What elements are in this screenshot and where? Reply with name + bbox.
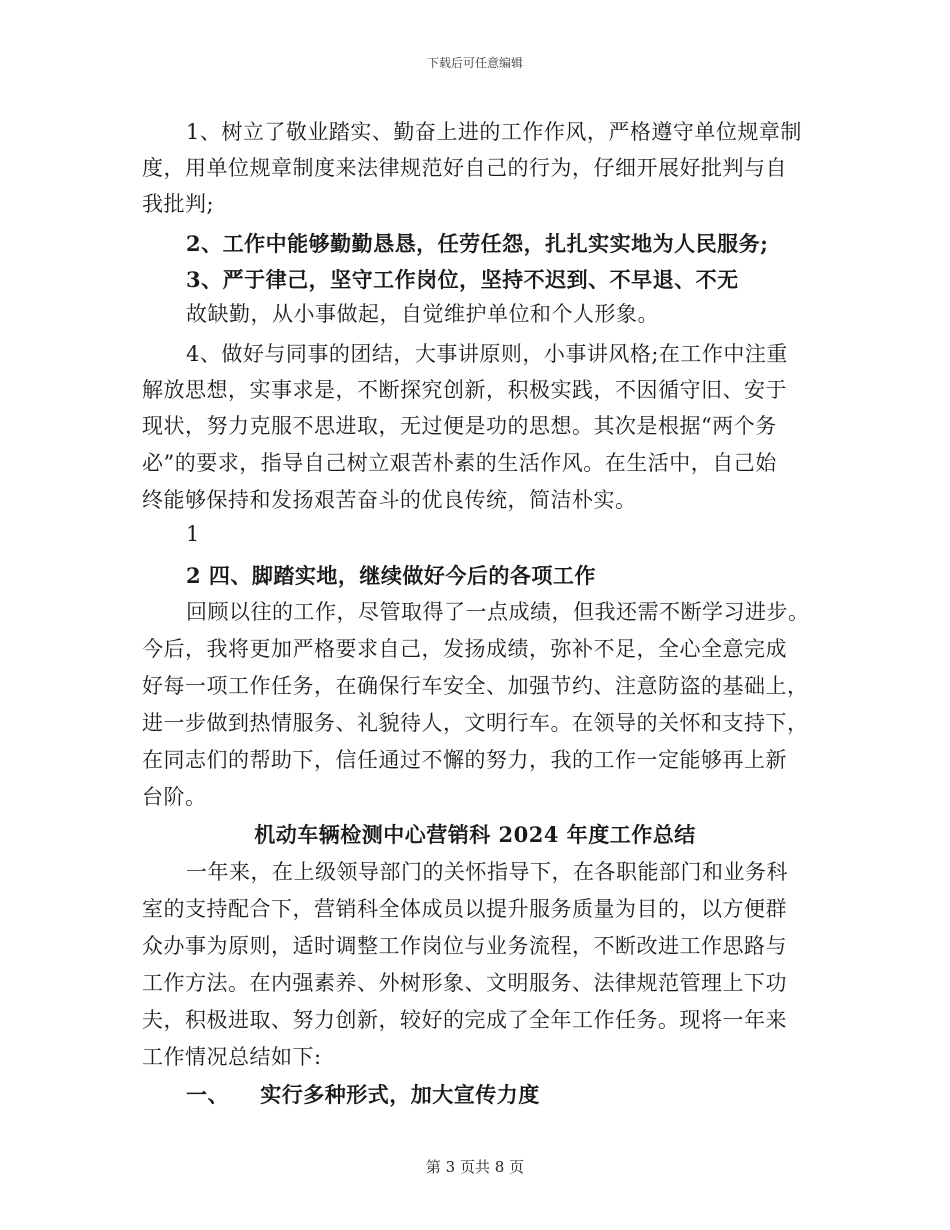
paragraph-line: 台阶。 — [142, 785, 207, 809]
section-heading: 一、 实行多种形式，加大宣传力度 — [186, 1082, 540, 1107]
paragraph-line: 1、树立了敬业踏实、勤奋上进的工作作风，严格遵守单位规章制 — [186, 120, 802, 144]
page-header: 下载后可任意编辑 — [426, 56, 523, 70]
paragraph-line: 解放思想，实事求是，不断探究创新，积极实践，不因循守旧、安于 — [142, 378, 787, 402]
page-footer: 第 3 页共 8 页 — [425, 1158, 525, 1176]
paragraph-line: 1 — [186, 522, 200, 546]
paragraph-line: 工作方法。在内强素养、外树形象、文明服务、法律规范管理上下功 — [142, 971, 787, 995]
paragraph-line: 必”的要求，指导自己树立艰苦朴素的生活作风。在生活中，自己始 — [142, 451, 777, 475]
paragraph-line: 度，用单位规章制度来法律规范好自己的行为，仔细开展好批判与自 — [142, 156, 787, 180]
paragraph-line: 现状，努力克服不思进取，无过便是功的思想。其次是根据“两个务 — [142, 414, 777, 438]
paragraph-line: 故缺勤，从小事做起，自觉维护单位和个人形象。 — [186, 302, 659, 326]
heading-line: 3、严于律己，坚守工作岗位，坚持不迟到、不早退、不无 — [186, 267, 739, 292]
paragraph-line: 进一步做到热情服务、礼貌待人，文明行车。在领导的关怀和支持下， — [142, 711, 809, 735]
section-heading: 2 四、脚踏实地，继续做好今后的各项工作 — [186, 563, 596, 588]
paragraph-line: 在同志们的帮助下，信任通过不懈的努力，我的工作一定能够再上新 — [142, 748, 787, 772]
paragraph-line: 众办事为原则，适时调整工作岗位与业务流程，不断改进工作思路与 — [142, 934, 787, 958]
paragraph-line: 室的支持配合下，营销科全体成员以提升服务质量为目的，以方便群 — [142, 897, 787, 921]
heading-line: 2、工作中能够勤勤恳恳，任劳任怨，扎扎实实地为人民服务; — [186, 231, 769, 256]
paragraph-line: 终能够保持和发扬艰苦奋斗的优良传统，简洁朴实。 — [142, 488, 637, 512]
paragraph-line: 回顾以往的工作，尽管取得了一点成绩，但我还需不断学习进步。 — [186, 600, 810, 624]
paragraph-line: 今后，我将更加严格要求自己，发扬成绩，弥补不足，全心全意完成 — [142, 637, 787, 661]
paragraph-line: 工作情况总结如下: — [142, 1045, 322, 1069]
paragraph-line: 夫，积极进取、努力创新，较好的完成了全年工作任务。现将一年来 — [142, 1008, 787, 1032]
paragraph-line: 4、做好与同事的团结，大事讲原则，小事讲风格;在工作中注重 — [186, 342, 788, 366]
paragraph-line: 好每一项工作任务，在确保行车安全、加强节约、注意防盗的基础上， — [142, 674, 809, 698]
paragraph-line: 一年来，在上级领导部门的关怀指导下，在各职能部门和业务科 — [186, 860, 788, 884]
document-title: 机动车辆检测中心营销科 2024 年度工作总结 — [254, 822, 696, 847]
paragraph-line: 我批判; — [142, 192, 215, 216]
